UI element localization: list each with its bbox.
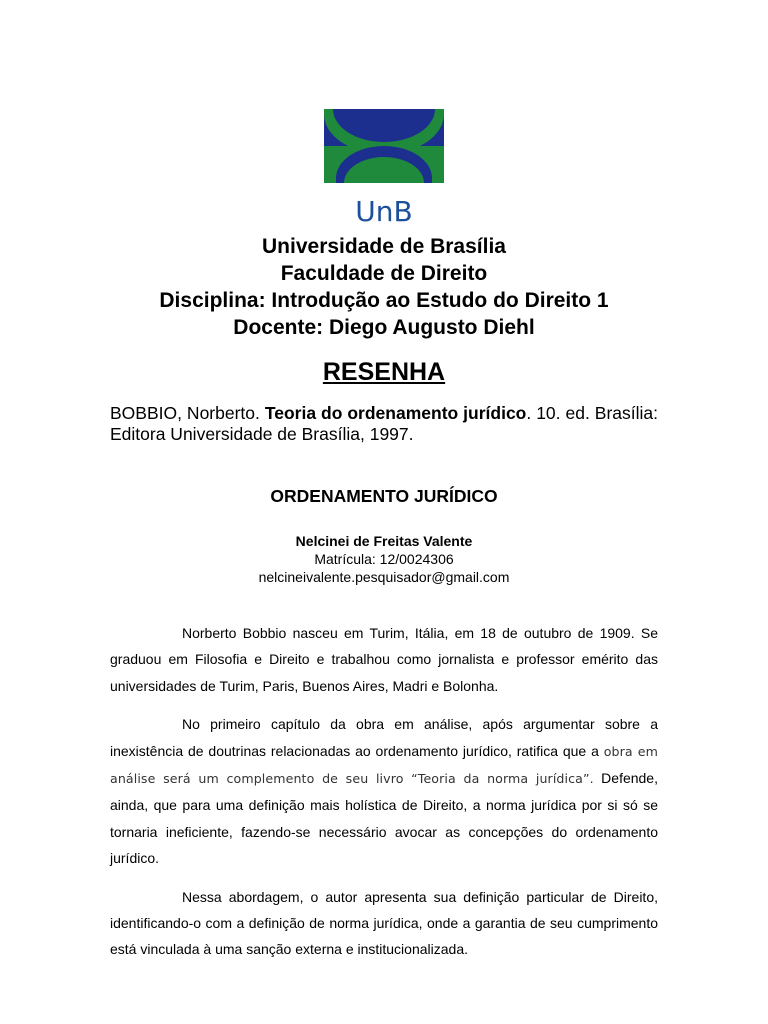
institution-header bbox=[0, 233, 768, 341]
faculty-name: Faculdade de Direito bbox=[280, 262, 488, 285]
reference-details: . 10. ed. Brasília: Editora Universidade de Brasília, 1997. bbox=[110, 403, 658, 444]
paragraph-2 bbox=[110, 711, 658, 871]
university-name: Universidade de Brasília bbox=[262, 235, 506, 258]
paragraph-2-part-b: obra em análise será um complemento de seu livro “Teoria da norma jurídica”. bbox=[110, 743, 658, 787]
reference-author: BOBBIO, Norberto. bbox=[110, 403, 265, 423]
section-title: ORDENAMENTO JURÍDICO bbox=[270, 486, 498, 506]
student-name: Nelcinei de Freitas Valente bbox=[295, 533, 473, 549]
teacher-name: Docente: Diego Augusto Diehl bbox=[233, 316, 535, 339]
bibliographic-reference bbox=[110, 403, 658, 445]
reference-book-title: Teoria do ordenamento jurídico bbox=[264, 403, 527, 423]
course-name: Disciplina: Introdução ao Estudo do Direito 1 bbox=[159, 289, 609, 312]
student-email: nelcineivalente.pesquisador@gmail.com bbox=[258, 569, 510, 585]
unb-logo bbox=[324, 109, 444, 183]
paragraph-3: Nessa abordagem, o autor apresenta sua definição particular de Direito, identificando-o com a definição de norma jurídica, onde a garantia de seu cumprimento está vinculada à uma sanção externa e institucionalizada. bbox=[110, 888, 658, 958]
paragraph-2-part-a: No primeiro capítulo da obra em análise, após argumentar sobre a inexistência de doutrinas relacionadas ao ordenamento jurídico, ratifica que a bbox=[110, 716, 658, 759]
document-title: RESENHA bbox=[322, 358, 446, 386]
student-info bbox=[0, 532, 768, 586]
review-body bbox=[110, 620, 658, 975]
paragraph-1: Norberto Bobbio nasceu em Turim, Itália, em 18 de outubro de 1909. Se graduou em Filosofia e Direito e trabalhou como jornalista e professor emérito das universidades de Turim, Paris, Buenos Aires, Madri e Bolonha. bbox=[110, 625, 658, 694]
student-registration: Matrícula: 12/0024306 bbox=[314, 551, 454, 567]
logo-wordmark: UnB bbox=[355, 195, 413, 228]
paragraph-2-part-c: Defende, ainda, que para uma definição mais holística de Direito, a norma jurídica por si só se tornaria ineficiente, fazendo-se necessário avocar as concepções do ordenamento jurídico. bbox=[110, 770, 658, 867]
